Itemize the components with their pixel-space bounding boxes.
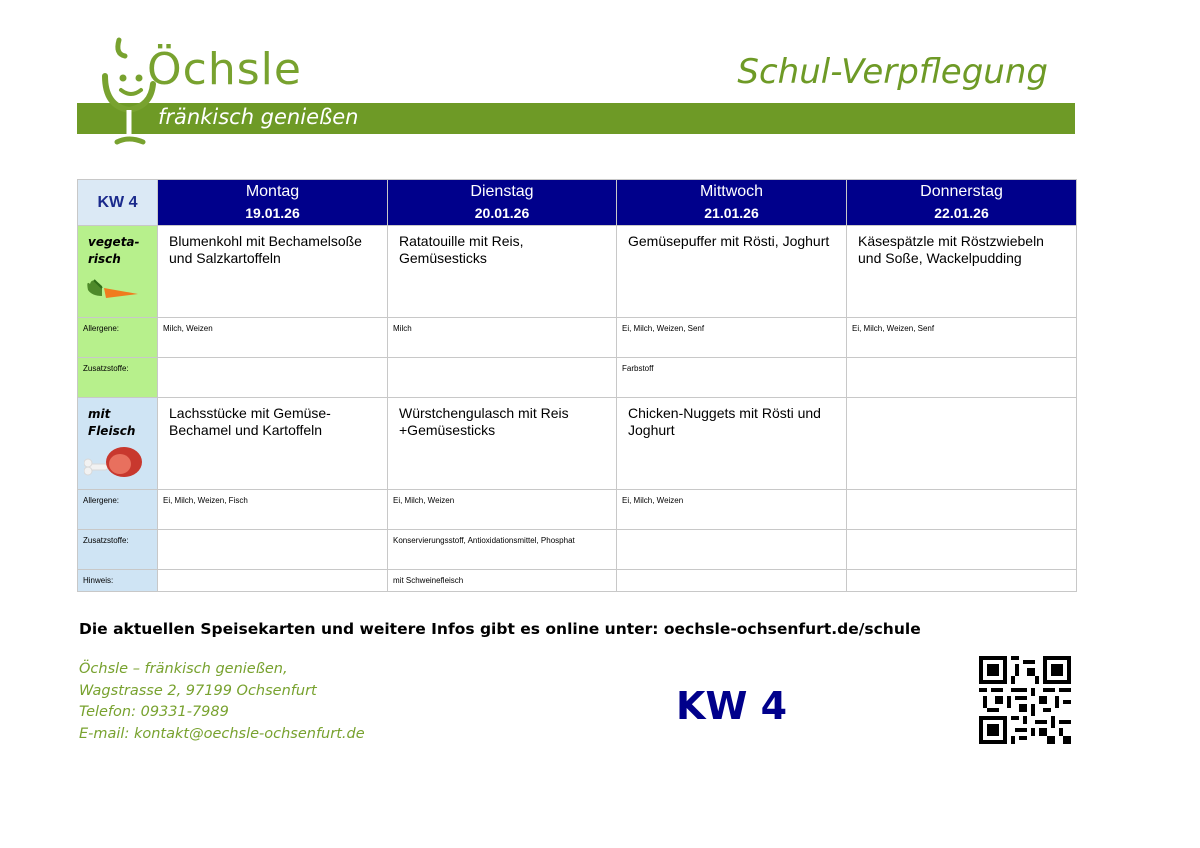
vegetarian-dish-row [78,226,1077,318]
additive-text [158,530,387,536]
day-header-wednesday [617,180,847,226]
address-line: Öchsle – fränkisch genießen, [79,661,288,677]
meat-additives-row [78,530,1077,570]
note-text [158,570,387,576]
additive-cell [158,530,388,570]
ham-icon [84,444,144,478]
dish-text: Gemüsepuffer mit Rösti, Joghurt [628,233,830,249]
day-name: Dienstag [470,183,534,200]
allergen-cell [388,490,617,530]
allergen-text: Ei, Milch, Weizen, Fisch [163,496,248,505]
meat-allergens-row [78,490,1077,530]
week-number-large: KW 4 [676,684,788,728]
dish-text: Würstchengulasch mit Reis +Gemüsesticks [399,405,569,438]
note-text: mit Schweinefleisch [393,576,464,585]
additive-cell [388,530,617,570]
additive-text [388,358,616,364]
allergen-text: Ei, Milch, Weizen [622,496,684,505]
additive-text [617,530,846,536]
additive-text [158,358,387,364]
row-label: Hinweis: [83,576,114,585]
allergen-cell [847,490,1077,530]
note-text [847,570,1076,576]
vegetarian-additives-row [78,358,1077,398]
dish-cell [158,226,388,318]
row-label-cell [78,530,158,570]
additive-text: Farbstoff [622,364,654,373]
day-header-monday [158,180,388,226]
day-date: 20.01.26 [474,205,530,221]
row-label-cell [78,490,158,530]
allergen-text: Milch, Weizen [163,324,213,333]
additive-cell [617,358,847,398]
allergen-cell [617,490,847,530]
address-line: Wagstrasse 2, 97199 Ochsenfurt [79,682,317,699]
dish-text: Ratatouille mit Reis, Gemüsesticks [399,233,524,266]
category-meat [78,398,158,490]
note-text [617,570,846,576]
additive-text [847,530,1076,536]
dish-cell [388,398,617,490]
address-line: Telefon: 09331-7989 [79,704,229,720]
additive-cell [847,530,1077,570]
qr-code-icon [979,656,1071,744]
allergen-cell [158,490,388,530]
dish-cell [158,398,388,490]
additive-cell [847,358,1077,398]
allergen-text [847,490,1076,496]
menu-table [77,179,1077,592]
row-label-cell [78,318,158,358]
additive-text [847,358,1076,364]
vegetarian-allergens-row [78,318,1077,358]
meat-dish-row [78,398,1077,490]
day-header-row [78,180,1077,226]
allergen-text: Milch [393,324,412,333]
page-title: Schul-Verpflegung [737,52,1048,92]
dish-cell [617,226,847,318]
dish-cell [617,398,847,490]
day-date: 22.01.26 [934,205,989,221]
row-label: Allergene: [83,324,120,333]
contact-address [79,659,365,745]
category-vegetarian [78,226,158,318]
dish-text: Chicken-Nuggets mit Rösti und Joghurt [628,405,821,438]
oechsle-logo [95,34,395,154]
additive-cell [388,358,617,398]
dish-cell [847,226,1077,318]
allergen-cell [847,318,1077,358]
note-cell [158,570,388,592]
note-cell [847,570,1077,592]
note-cell [617,570,847,592]
day-name: Mittwoch [699,183,764,200]
logo-tagline: fränkisch genießen [158,105,359,129]
carrot-icon [84,274,140,304]
allergen-cell [388,318,617,358]
row-label-cell [78,570,158,592]
online-info-line: Die aktuellen Speisekarten und weitere Infos gibt es online unter: oechsle-ochsenfurt.de/schule [79,620,921,638]
dish-text: Lachsstücke mit Gemüse-Bechamel und Kartoffeln [169,405,331,438]
day-header-thursday [847,180,1077,226]
logo-word: Öchsle [147,44,302,95]
category-label: mit [88,407,111,421]
allergen-cell [158,318,388,358]
row-label: Allergene: [83,496,120,505]
row-label: Zusatzstoffe: [83,536,129,545]
allergen-text: Ei, Milch, Weizen, Senf [852,324,935,333]
additive-cell [158,358,388,398]
meat-notes-row [78,570,1077,592]
allergen-cell [617,318,847,358]
row-label: Zusatzstoffe: [83,364,129,373]
day-name: Montag [245,183,300,200]
day-date: 19.01.26 [245,205,300,221]
day-name: Donnerstag [920,183,1003,200]
allergen-text: Ei, Milch, Weizen, Senf [622,324,705,333]
day-date: 21.01.26 [704,205,759,221]
additive-text: Konservierungsstoff, Antioxidationsmittel, Phosphat [393,536,575,545]
category-label: Fleisch [88,424,136,438]
address-line: E-mail: kontakt@oechsle-ochsenfurt.de [79,725,365,742]
allergen-text: Ei, Milch, Weizen [393,496,455,505]
dish-text [847,398,1076,405]
dish-text: Blumenkohl mit Bechamelsoße und Salzkartoffeln [169,233,362,266]
dish-text: Käsespätzle mit Röstzwiebeln und Soße, Wackelpudding [858,233,1044,266]
week-label: KW 4 [78,180,158,226]
additive-cell [617,530,847,570]
dish-cell [388,226,617,318]
row-label-cell [78,358,158,398]
note-cell [388,570,617,592]
category-label: vegeta- [88,235,140,249]
category-label: risch [88,252,121,266]
day-header-tuesday [388,180,617,226]
dish-cell [847,398,1077,490]
